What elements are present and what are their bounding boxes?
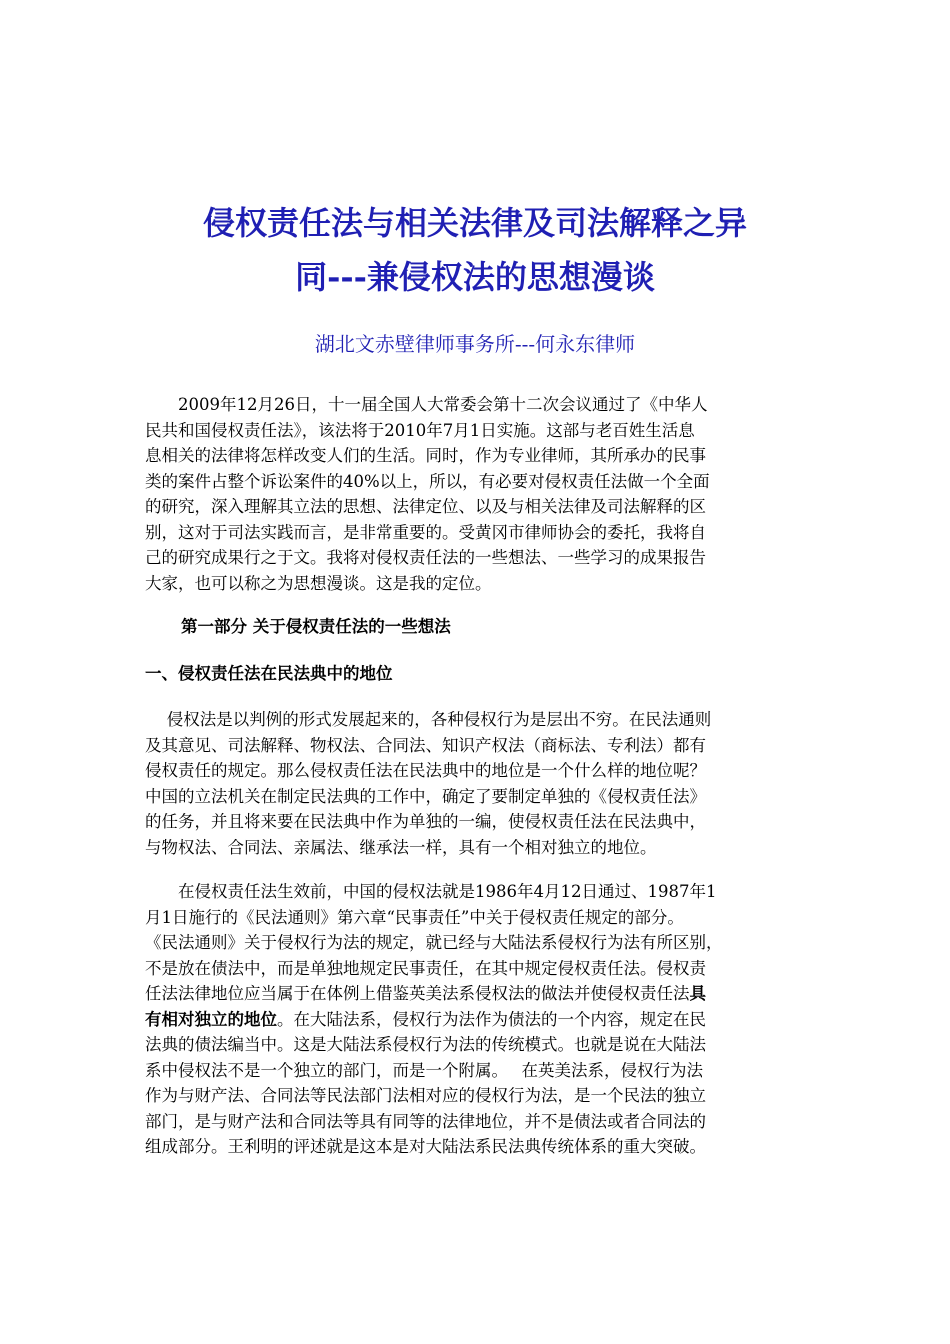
text-line: 息相关的法律将怎样改变人们的生活。同时，作为专业律师，其所承办的民事 [145,446,706,465]
title-line-2: 同---兼侵权法的思想漫谈 [295,258,655,296]
text-line: 中国的立法机关在制定民法典的工作中，确定了要制定单独的《侵权责任法》 [145,786,706,806]
text-line: 的任务，并且将来要在民法典中作为单独的一编，使侵权责任法在民法典中， [145,812,706,831]
text-line: 侵权责任的规定。那么侵权责任法在民法典中的地位是一个什么样的地位呢？ [145,761,706,780]
text-line: 大家，也可以称之为思想漫谈。这是我的定位。 [145,573,492,593]
part-heading: 第一部分 关于侵权责任法的一些想法 [181,617,451,636]
text-line: 不是放在债法中，而是单独地规定民事责任，在其中规定侵权责任法。侵权责 [145,958,706,978]
text-line: 2009年12月26日，十一届全国人大常委会第十二次会议通过了《中华人 [145,395,708,414]
text-line: 与物权法、合同法、亲属法、继承法一样，具有一个相对独立的地位。 [145,837,657,857]
text-line: 《民法通则》关于侵权行为法的规定，就已经与大陆法系侵权行为法有所区别， [145,933,723,952]
text-line: 在侵权责任法生效前，中国的侵权法就是1986年4月12日通过、1987年1 [145,882,717,901]
text-line: 系中侵权法不是一个独立的部门，而是一个附属。 在英美法系，侵权行为法 [145,1060,703,1080]
author-byline: 湖北文赤壁律师事务所---何永东律师 [314,332,636,356]
intro-paragraph [145,392,810,596]
text-line: 民共和国侵权责任法》，该法将于2010年7月1日实施。这部与老百姓生活息 [145,420,695,440]
text-line: 别，这对于司法实践而言，是非常重要的。受黄冈市律师协会的委托，我将自 [145,522,706,542]
text-line: 侵权法是以判例的形式发展起来的，各种侵权行为是层出不穷。在民法通则 [145,710,712,729]
text-line: 部门，是与财产法和合同法等具有同等的法律地位，并不是债法或者合同法的 [145,1111,706,1131]
text-fragment: 。在大陆法系，侵权行为法作为债法的一个内容，规定在民 [277,1009,706,1029]
text-line: 月1日施行的《民法通则》第六章“民事责任”中关于侵权责任规定的部分。 [145,907,684,927]
text-line [145,1007,810,1033]
text-line: 法典的债法编当中。这是大陆法系侵权行为法的传统模式。也就是说在大陆法 [145,1035,706,1054]
text-line: 组成部分。王利明的评述就是这本是对大陆法系民法典传统体系的重大突破。 [145,1137,706,1156]
title-line-1: 侵权责任法与相关法律及司法解释之异 [202,204,747,242]
bold-text: 有相对独立的地位 [145,1009,277,1029]
section-paragraph-1 [145,707,810,860]
document-title [120,196,830,304]
text-line: 己的研究成果行之于文。我将对侵权责任法的一些想法、一些学习的成果报告 [145,548,706,567]
section-heading: 一、侵权责任法在民法典中的地位 [145,664,393,683]
text-line: 的研究，深入理解其立法的思想、法律定位、以及与相关法律及司法解释的区 [145,497,706,516]
text-fragment: 任法法律地位应当属于在体例上借鉴英美法系侵权法的做法并使侵权责任法 [145,984,690,1003]
text-line: 类的案件占整个诉讼案件的40%以上，所以，有必要对侵权责任法做一个全面 [145,471,710,491]
section-paragraph-2 [145,879,810,1160]
text-line: 作为与财产法、合同法等民法部门法相对应的侵权行为法，是一个民法的独立 [145,1086,706,1105]
text-line [145,981,810,1007]
text-line: 及其意见、司法解释、物权法、合同法、知识产权法（商标法、专利法）都有 [145,735,706,755]
bold-text: 具 [689,984,706,1003]
